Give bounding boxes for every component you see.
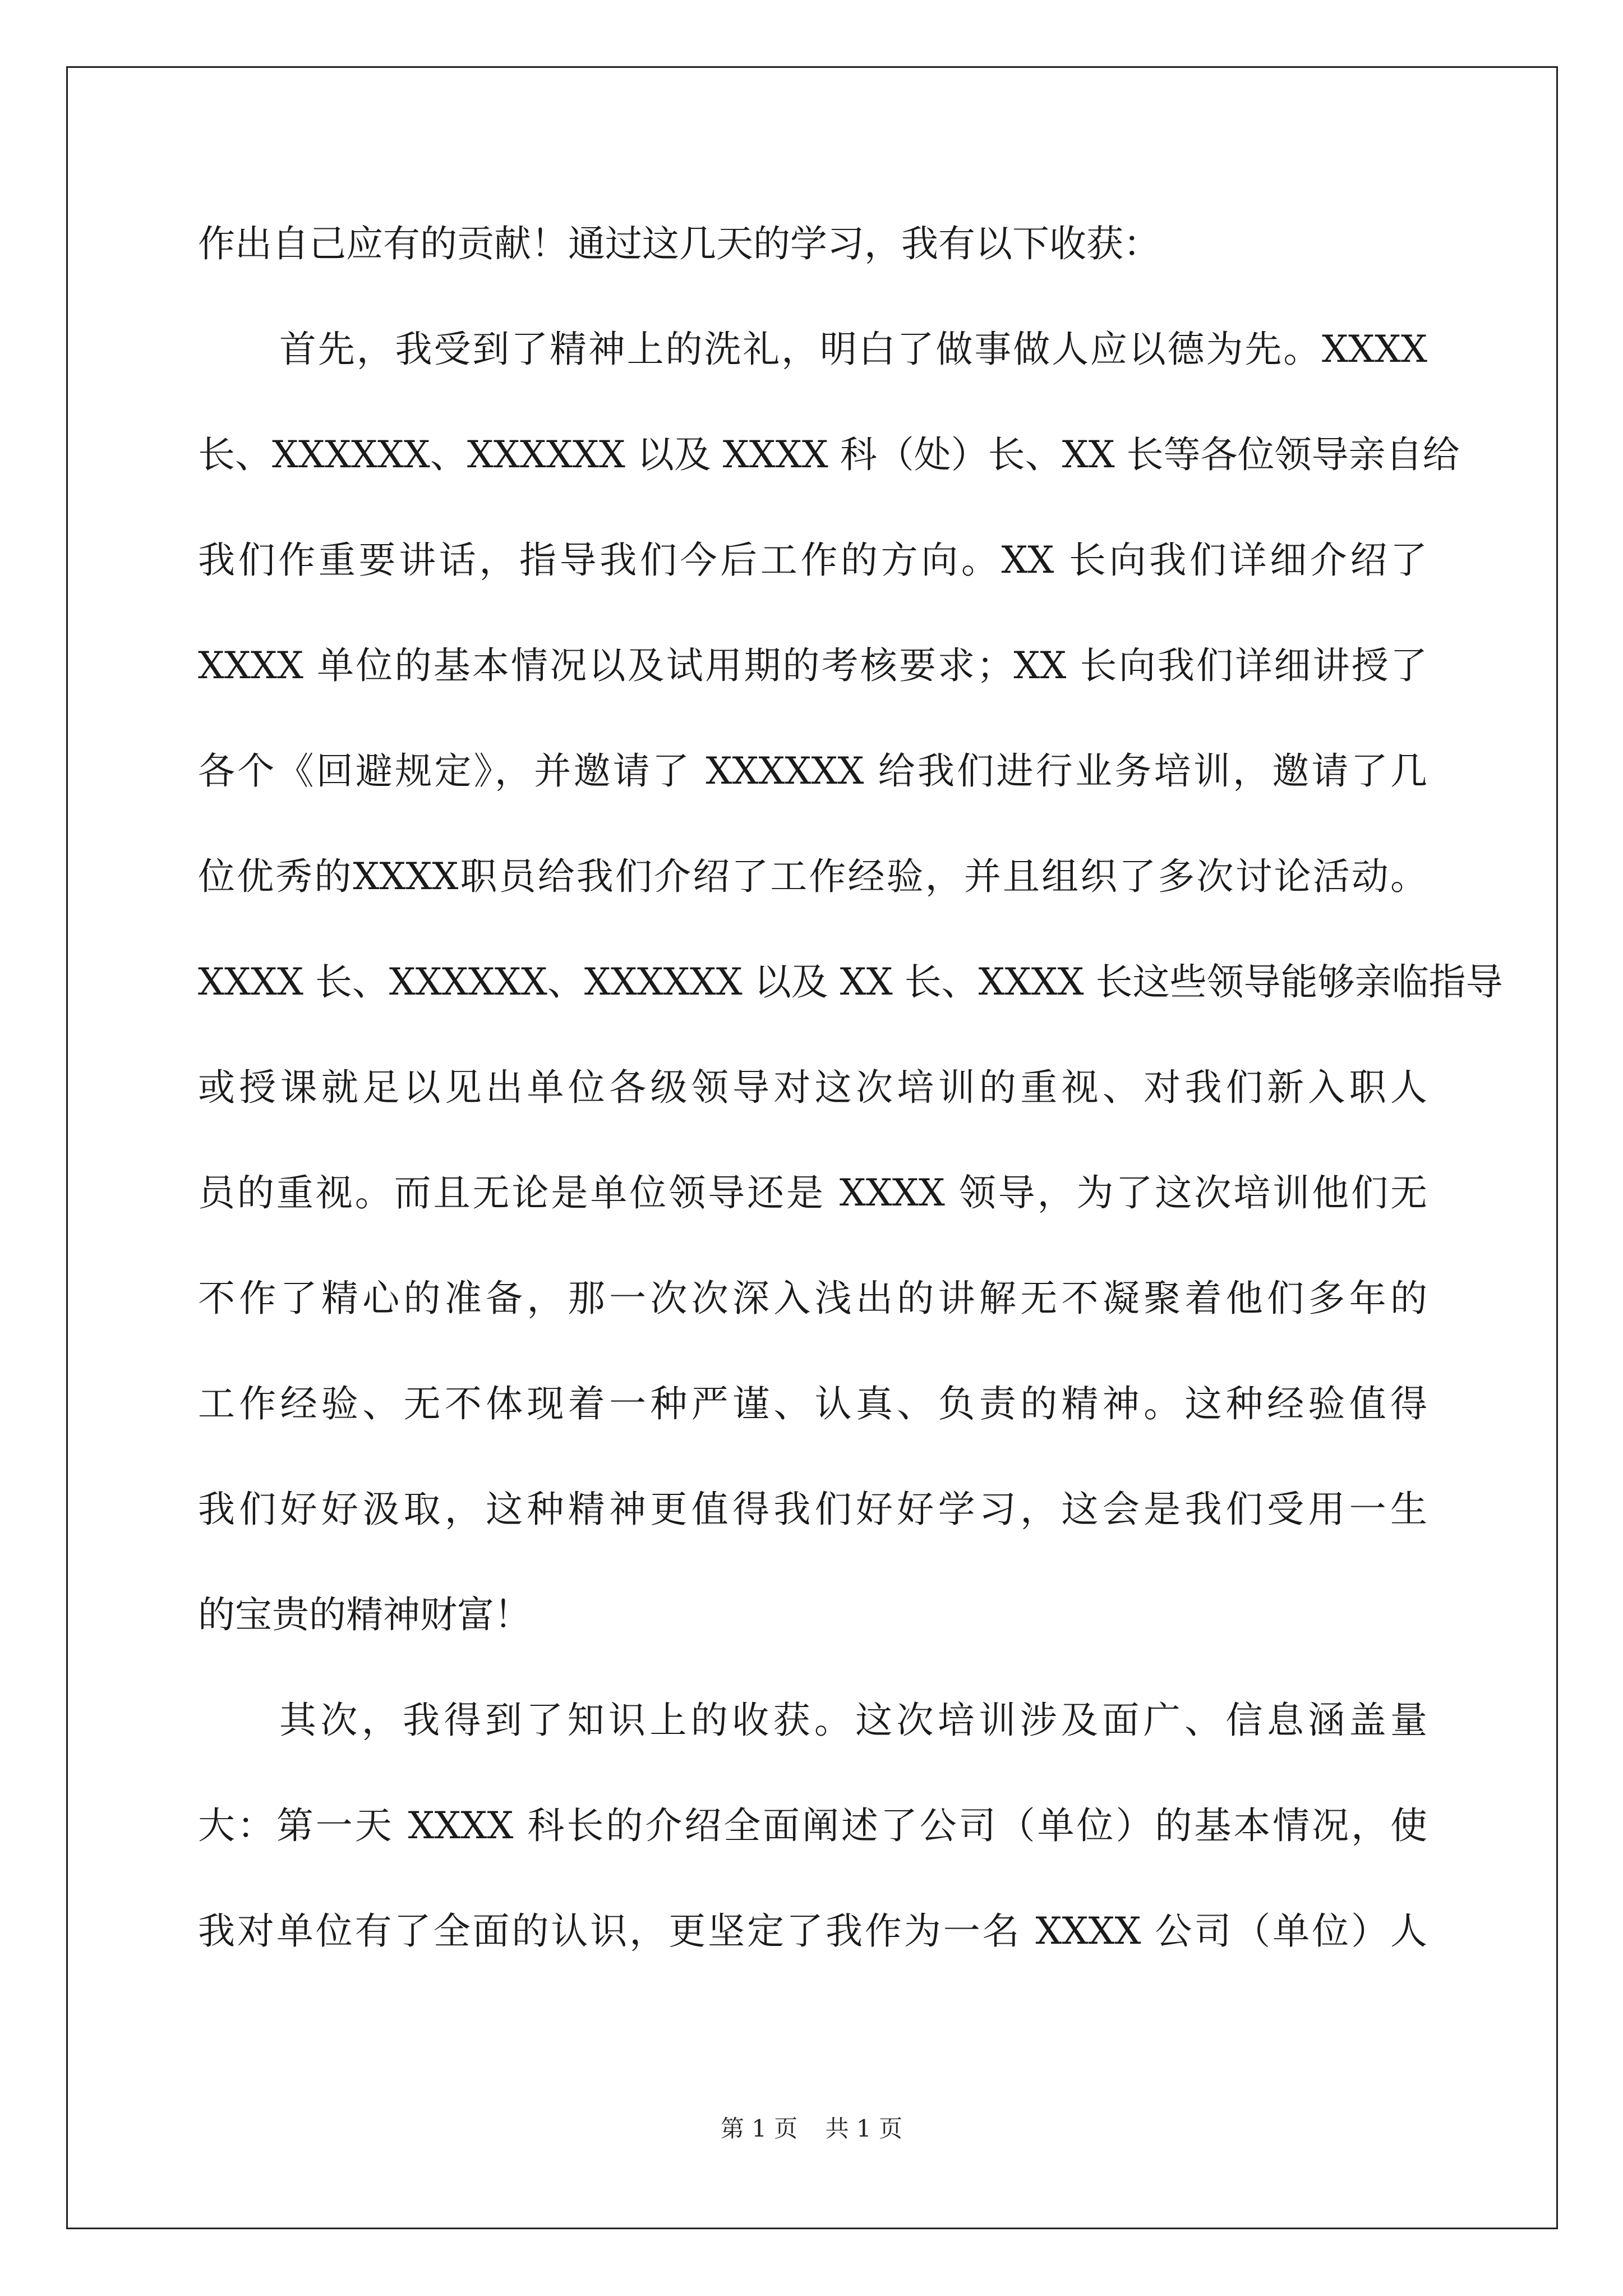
text-line: 员的重视。而且无论是单位领导还是 XXXX 领导，为了这次培训他们无 [198,1171,1427,1214]
text-line: 其次，我得到了知识上的收获。这次培训涉及面广、信息涵盖量 [279,1699,1427,1742]
page-total: 共 1 页 [825,2115,903,2142]
text-line: 位优秀的XXXX职员给我们介绍了工作经验，并且组织了多次讨论活动。 [198,855,1427,898]
text-line: 工作经验、无不体现着一种严谨、认真、负责的精神。这种经验值得 [198,1382,1427,1425]
page-footer [0,2115,1623,2143]
text-line: 长、XXXXXX、XXXXXX 以及 XXXX 科（处）长、XX 长等各位领导亲自给 [198,433,1460,476]
text-line: 大：第一天 XXXX 科长的介绍全面阐述了公司（单位）的基本情况，使 [198,1804,1427,1847]
text-line: XXXX 单位的基本情况以及试用期的考核要求；XX 长向我们详细讲授了 [198,644,1427,687]
text-line: 作出自己应有的贡献！通过这几天的学习，我有以下收获： [198,222,1160,265]
text-line: 不作了精心的准备，那一次次深入浅出的讲解无不凝聚着他们多年的 [198,1277,1427,1320]
page-number: 第 1 页 [720,2115,798,2142]
text-line: XXXX 长、XXXXXX、XXXXXX 以及 XX 长、XXXX 长这些领导能够亲临指导 [198,960,1503,1004]
text-line: 我们好好汲取，这种精神更值得我们好好学习，这会是我们受用一生 [198,1488,1427,1531]
text-line: 我们作重要讲话，指导我们今后工作的方向。XX 长向我们详细介绍了 [198,539,1427,582]
text-line: 或授课就足以见出单位各级领导对这次培训的重视、对我们新入职人 [198,1066,1427,1109]
text-line: 我对单位有了全面的认识，更坚定了我作为一名 XXXX 公司（单位）人 [198,1910,1427,1953]
document-body [198,216,1503,2009]
text-line: 首先，我受到了精神上的洗礼，明白了做事做人应以德为先。XXXX [279,328,1427,371]
text-line: 的宝贵的精神财富！ [198,1593,531,1636]
text-line: 各个《回避规定》，并邀请了 XXXXXX 给我们进行业务培训，邀请了几 [198,749,1427,793]
